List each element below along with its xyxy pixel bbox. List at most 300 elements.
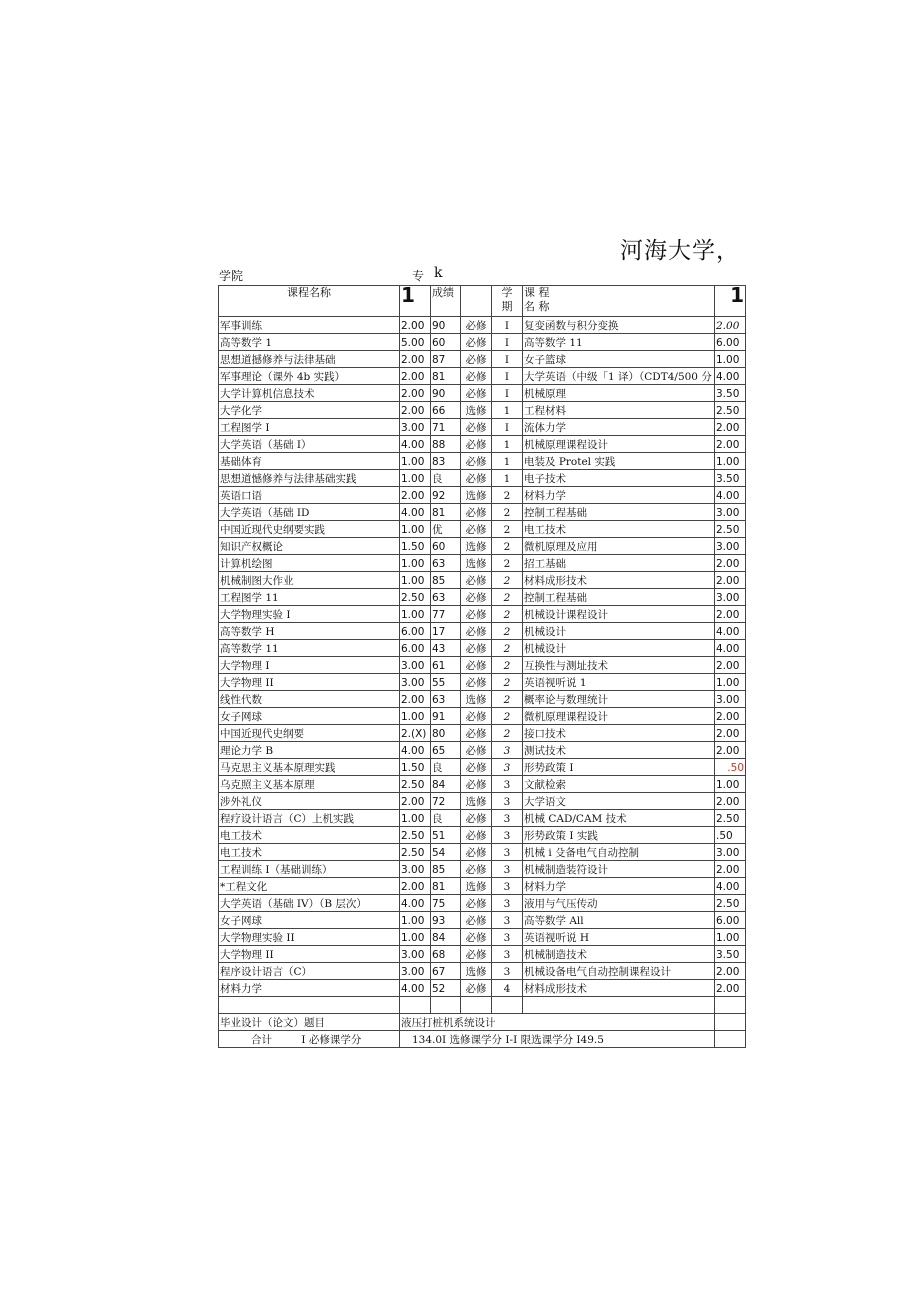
left-score: 93 [431,912,461,929]
right-credit: 2.00 [715,606,746,623]
left-course-name: 大学物理 I [219,657,400,674]
left-term: 2 [492,504,523,521]
left-type: 必修 [461,436,492,453]
table-row [219,742,746,759]
table-row [219,912,746,929]
left-credit: 2.00 [400,385,431,402]
right-course-name: 女子篮球 [523,351,715,368]
left-term: 3 [492,929,523,946]
left-term: 1 [492,436,523,453]
right-course-name: 工程材料 [523,402,715,419]
table-row [219,453,746,470]
left-credit: 1.50 [400,538,431,555]
left-type: 必修 [461,521,492,538]
left-score: 60 [431,334,461,351]
table-row [219,793,746,810]
left-score: 92 [431,487,461,504]
left-credit: 5.00 [400,334,431,351]
table-row [219,827,746,844]
left-course-name: 女子网球 [219,912,400,929]
left-credit: 3.00 [400,963,431,980]
left-course-name: 英语口语 [219,487,400,504]
left-credit: 2.50 [400,844,431,861]
summary-row [219,1031,746,1048]
right-course-name: 机械原理课程设计 [523,436,715,453]
col-course-right: 课 程 名 称 [523,286,715,317]
right-credit: 3.00 [715,504,746,521]
table-row [219,419,746,436]
right-credit: .50 [715,759,746,776]
table-row [219,334,746,351]
table-row [219,657,746,674]
left-score: 87 [431,351,461,368]
left-type: 必修 [461,351,492,368]
grades-table [218,285,746,1048]
left-term: 3 [492,861,523,878]
right-credit: 2.00 [715,980,746,997]
left-credit: 3.00 [400,419,431,436]
left-course-name: 大学英语（基础 IV）（B 层次） [219,895,400,912]
table-row [219,368,746,385]
right-credit: 4.00 [715,640,746,657]
right-course-name: 文献检索 [523,776,715,793]
left-type: 必修 [461,759,492,776]
left-course-name: 高等数学 11 [219,640,400,657]
left-score: 63 [431,589,461,606]
left-term: 2 [492,521,523,538]
left-course-name: 机械制图大作业 [219,572,400,589]
left-credit: 2.00 [400,487,431,504]
right-credit: 2.50 [715,810,746,827]
left-course-name: 乌克照主义基本原理 [219,776,400,793]
right-course-name: 机械设计课程设计 [523,606,715,623]
left-credit: 1.00 [400,572,431,589]
left-course-name: 工程训练 I（基础训练） [219,861,400,878]
left-credit: 1.00 [400,810,431,827]
left-credit: 2.00 [400,351,431,368]
left-credit: 2.00 [400,878,431,895]
left-type: 必修 [461,385,492,402]
left-credit: 3.00 [400,657,431,674]
table-row [219,623,746,640]
right-course-name: 微机原理及应用 [523,538,715,555]
right-credit: 1.00 [715,776,746,793]
left-course-name: 程疗设计语言（C）上机实践 [219,810,400,827]
left-score: 良 [431,810,461,827]
left-term: 2 [492,657,523,674]
table-row [219,589,746,606]
left-type: 选修 [461,555,492,572]
left-credit: 4.00 [400,895,431,912]
table-row [219,674,746,691]
col-type [461,286,492,317]
right-credit: 2.00 [715,555,746,572]
left-credit: 2.00 [400,691,431,708]
left-course-name: 电工技术 [219,827,400,844]
left-type: 必修 [461,895,492,912]
left-term: 3 [492,946,523,963]
left-course-name: 工程图学 11 [219,589,400,606]
left-course-name: 电工技术 [219,844,400,861]
left-credit: 2.00 [400,317,431,334]
left-term: I [492,419,523,436]
left-course-name: 高等数学 1 [219,334,400,351]
right-credit: 2.00 [715,657,746,674]
left-course-name: 计算机绘图 [219,555,400,572]
right-credit: 2.00 [715,419,746,436]
right-credit: 2.50 [715,895,746,912]
right-course-name: 机械设备电气自动控制课程设计 [523,963,715,980]
major-value: k [434,265,443,281]
left-score: 90 [431,317,461,334]
right-course-name: 控制工程基础 [523,589,715,606]
left-course-name: 大学计算机信息技术 [219,385,400,402]
left-type: 必修 [461,980,492,997]
table-row [219,878,746,895]
left-score: 80 [431,725,461,742]
left-term: 2 [492,572,523,589]
col-score: 成绩 [431,286,461,317]
summary-label: 合计 [251,1034,272,1046]
left-score: 75 [431,895,461,912]
left-course-name: 军事理论（课外 4b 实践） [219,368,400,385]
left-course-name: 思想道憾修养与法律基础实践 [219,470,400,487]
left-course-name: 军事训练 [219,317,400,334]
table-row [219,640,746,657]
left-score: 81 [431,878,461,895]
left-score: 81 [431,368,461,385]
left-credit: 1.00 [400,521,431,538]
left-score: 63 [431,691,461,708]
left-credit: 3.00 [400,946,431,963]
left-course-name: 思想道撼修养与法律基础 [219,351,400,368]
left-course-name: 大学化学 [219,402,400,419]
left-type: 必修 [461,368,492,385]
table-row [219,521,746,538]
table-row [219,538,746,555]
left-credit: 4.00 [400,436,431,453]
left-credit: 1.00 [400,929,431,946]
left-type: 必修 [461,827,492,844]
left-type: 必修 [461,606,492,623]
left-term: 2 [492,538,523,555]
left-score: 81 [431,504,461,521]
left-score: 61 [431,657,461,674]
left-type: 必修 [461,589,492,606]
left-term: 2 [492,623,523,640]
left-term: 3 [492,844,523,861]
left-score: 17 [431,623,461,640]
major-label: 专 [412,269,425,283]
right-course-name: 控制工程基础 [523,504,715,521]
left-type: 必修 [461,725,492,742]
left-score: 55 [431,674,461,691]
left-term: 3 [492,776,523,793]
left-term: 2 [492,674,523,691]
left-course-name: 大学英语（基础 I） [219,436,400,453]
left-score: 优 [431,521,461,538]
right-credit: 2.00 [715,963,746,980]
right-course-name: 形势政策 I [523,759,715,776]
col-term: 学 期 [492,286,523,317]
left-credit: 2.50 [400,589,431,606]
left-type: 必修 [461,674,492,691]
left-type: 选修 [461,691,492,708]
left-term: I [492,368,523,385]
left-credit: 6.00 [400,623,431,640]
left-credit: 1.00 [400,912,431,929]
left-credit: 2.(X) [400,725,431,742]
col-mark-left: 1 [400,286,431,317]
left-course-name: 知识产权概论 [219,538,400,555]
right-course-name: 机械设计 [523,623,715,640]
table-row [219,606,746,623]
right-credit: 1.00 [715,351,746,368]
right-course-name: 高等数学 11 [523,334,715,351]
left-score: 43 [431,640,461,657]
left-course-name: 马克思主义基本原理实践 [219,759,400,776]
right-credit: 2.00 [715,861,746,878]
left-type: 必修 [461,912,492,929]
left-type: 必修 [461,776,492,793]
left-type: 选修 [461,487,492,504]
left-score: 88 [431,436,461,453]
right-course-name: 机械 CAD/CAM 技术 [523,810,715,827]
right-course-name: 机械设计 [523,640,715,657]
left-type: 必修 [461,946,492,963]
left-credit: 2.00 [400,793,431,810]
left-term: 3 [492,963,523,980]
left-course-name: 理论力学 B [219,742,400,759]
table-row [219,402,746,419]
right-credit: 1.00 [715,674,746,691]
left-term: 1 [492,470,523,487]
table-row [219,929,746,946]
right-course-name: 电工技术 [523,521,715,538]
table-row [219,385,746,402]
left-term: 3 [492,793,523,810]
left-term: 2 [492,640,523,657]
left-course-name: *工程文化 [219,878,400,895]
right-credit: 3.50 [715,385,746,402]
left-type: 必修 [461,657,492,674]
right-credit: 6.00 [715,912,746,929]
table-row [219,810,746,827]
col-mark-right: 1 [715,286,746,317]
left-credit: 2.00 [400,368,431,385]
left-score: 51 [431,827,461,844]
left-term: 2 [492,606,523,623]
left-score: 67 [431,963,461,980]
left-score: 91 [431,708,461,725]
left-score: 良 [431,470,461,487]
left-course-name: 线性代数 [219,691,400,708]
table-row [219,504,746,521]
right-credit: 3.00 [715,538,746,555]
right-credit: 2.00 [715,572,746,589]
right-credit: 3.00 [715,589,746,606]
left-score: 83 [431,453,461,470]
table-row [219,963,746,980]
left-course-name: 大学物理 II [219,946,400,963]
right-course-name: 机械制造技术 [523,946,715,963]
right-course-name: 复变函数与积分变换 [523,317,715,334]
left-term: I [492,317,523,334]
left-type: 必修 [461,572,492,589]
table-row [219,776,746,793]
col-course-name: 课程名称 [219,286,400,317]
thesis-value: 液压打桩机系统设计 [400,1014,715,1031]
left-term: 3 [492,742,523,759]
right-course-name: 招工基础 [523,555,715,572]
right-course-name: 材料成形技术 [523,980,715,997]
right-credit: 4.00 [715,368,746,385]
table-row [219,946,746,963]
left-type: 选修 [461,402,492,419]
left-type: 必修 [461,419,492,436]
left-course-name: 基础体育 [219,453,400,470]
table-row [219,572,746,589]
right-course-name: 流体力学 [523,419,715,436]
left-course-name: 涉外礼仪 [219,793,400,810]
right-credit: 4.00 [715,623,746,640]
summary-cell [219,1031,400,1048]
left-type: 必修 [461,334,492,351]
table-header-row [219,286,746,317]
left-credit: 4.00 [400,742,431,759]
left-type: 选修 [461,878,492,895]
right-course-name: 互换性与测址技术 [523,657,715,674]
left-course-name: 中国近现代史纲要 [219,725,400,742]
right-course-name: 测试技术 [523,742,715,759]
left-score: 71 [431,419,461,436]
right-credit: 2.00 [715,436,746,453]
left-term: 3 [492,878,523,895]
right-credit: 3.00 [715,844,746,861]
left-score: 良 [431,759,461,776]
left-score: 72 [431,793,461,810]
right-course-name: 机械制造装符设计 [523,861,715,878]
left-credit: 4.00 [400,504,431,521]
blank-row [219,997,746,1014]
right-course-name: 接口技术 [523,725,715,742]
left-score: 66 [431,402,461,419]
right-course-name: 机械原理 [523,385,715,402]
left-course-name: 大学物理实验 I [219,606,400,623]
left-course-name: 程序设计语言（C） [219,963,400,980]
left-type: 必修 [461,317,492,334]
left-credit: 1.00 [400,470,431,487]
left-term: 1 [492,402,523,419]
left-term: 3 [492,810,523,827]
left-score: 63 [431,555,461,572]
university-title: 河海大学， [620,238,740,264]
left-credit: 2.50 [400,776,431,793]
left-term: I [492,334,523,351]
left-score: 52 [431,980,461,997]
table-row [219,861,746,878]
right-course-name: 英语视听说 H [523,929,715,946]
right-credit: 6.00 [715,334,746,351]
left-term: 3 [492,912,523,929]
table-row [219,844,746,861]
summary-required-label: I 必修课学分 [301,1034,362,1046]
left-credit: 1.00 [400,708,431,725]
left-term: 1 [492,453,523,470]
left-credit: 1.00 [400,555,431,572]
right-course-name: 机械 i 殳备电气自动控制 [523,844,715,861]
right-credit: 3.50 [715,470,746,487]
left-course-name: 工程图学 I [219,419,400,436]
left-course-name: 高等数学 H [219,623,400,640]
right-credit: 1.00 [715,929,746,946]
right-credit: 2.00 [715,793,746,810]
thesis-label: 毕业设计（论文）题目 [219,1014,400,1031]
left-type: 必修 [461,742,492,759]
right-course-name: 大学语文 [523,793,715,810]
right-credit: 4.00 [715,487,746,504]
right-credit: 2.00 [715,725,746,742]
right-course-name: 液用与气压传动 [523,895,715,912]
right-course-name: 形势政策 I 实践 [523,827,715,844]
table-row [219,436,746,453]
left-credit: 6.00 [400,640,431,657]
left-course-name: 大学英语（基础 ID [219,504,400,521]
left-term: 3 [492,759,523,776]
left-score: 77 [431,606,461,623]
table-row [219,555,746,572]
left-type: 选修 [461,538,492,555]
left-type: 选修 [461,793,492,810]
table-row [219,708,746,725]
right-credit: 2.00 [715,317,746,334]
left-score: 84 [431,776,461,793]
left-score: 60 [431,538,461,555]
header-line [219,267,449,285]
table-row [219,691,746,708]
left-type: 必修 [461,708,492,725]
left-score: 90 [431,385,461,402]
left-term: 2 [492,487,523,504]
right-course-name: 材料力学 [523,878,715,895]
right-credit: 4.00 [715,878,746,895]
left-type: 必修 [461,453,492,470]
right-course-name: 电子技术 [523,470,715,487]
left-credit: 1.50 [400,759,431,776]
right-course-name: 概率论与数理统计 [523,691,715,708]
dept-label: 学院 [219,269,244,283]
right-credit: 2.00 [715,708,746,725]
table-row [219,317,746,334]
right-credit: 2.00 [715,742,746,759]
right-credit: 3.50 [715,946,746,963]
right-course-name: 材料力学 [523,487,715,504]
table-row [219,725,746,742]
left-score: 68 [431,946,461,963]
left-type: 必修 [461,623,492,640]
summary-rest: 134.0I 选修课学分 I-I 限选课学分 I49.5 [400,1031,715,1048]
right-course-name: 微机原理课程设计 [523,708,715,725]
left-type: 必修 [461,929,492,946]
left-term: 2 [492,708,523,725]
left-score: 65 [431,742,461,759]
left-term: I [492,351,523,368]
left-term: I [492,385,523,402]
left-score: 54 [431,844,461,861]
left-term: 2 [492,691,523,708]
left-term: 2 [492,555,523,572]
thesis-row [219,1014,746,1031]
